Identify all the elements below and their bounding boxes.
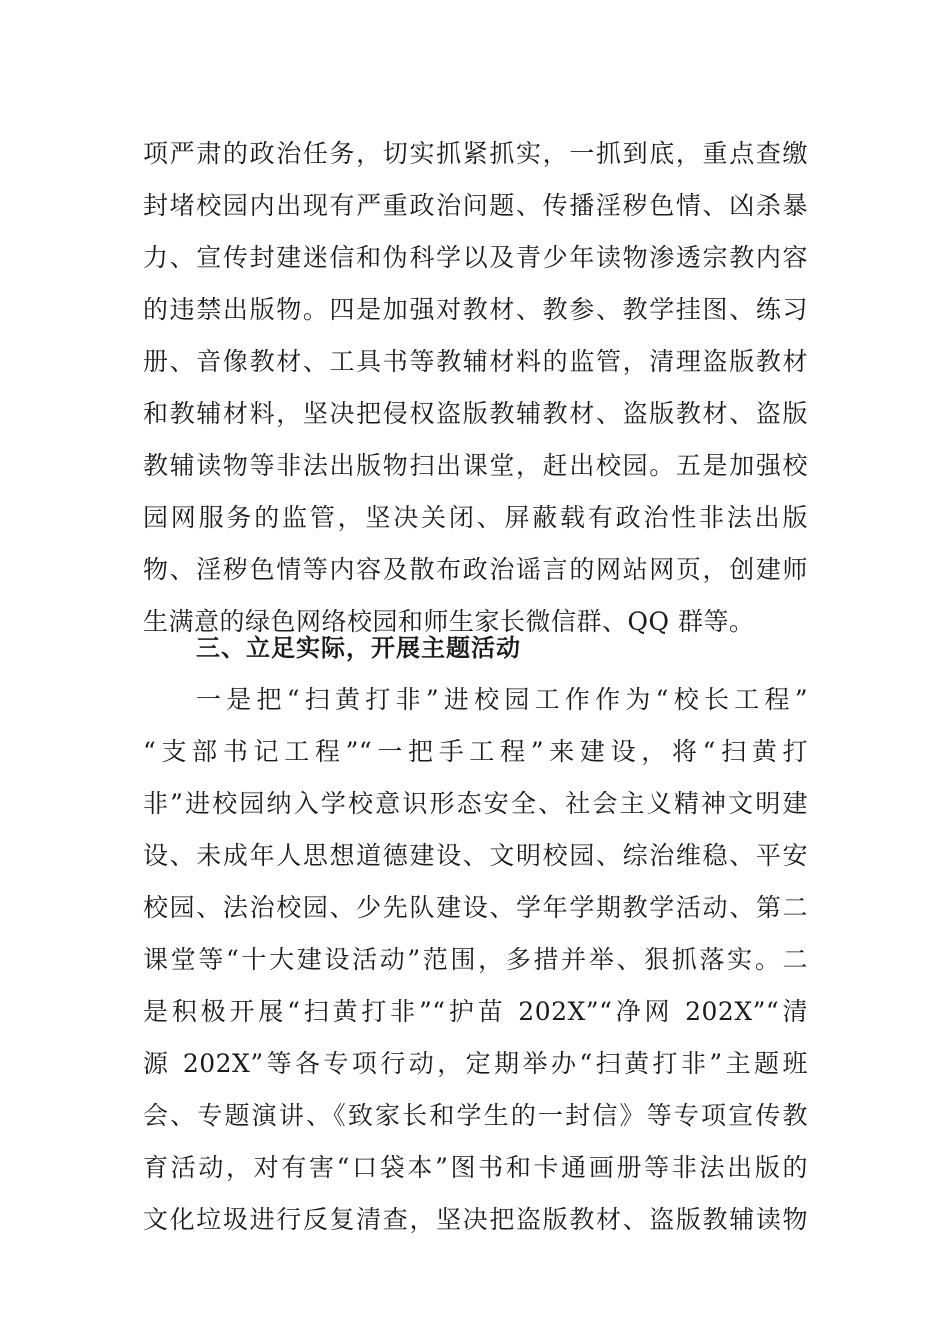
paragraph-line: 册、音像教材、工具书等教辅材料的监管，清理盗版教材 xyxy=(143,347,808,376)
paragraph-line: 力、宣传封建迷信和伪科学以及青少年读物渗透宗教内容 xyxy=(143,243,808,272)
paragraph-line: 设、未成年人思想道德建设、文明校园、综治维稳、平安 xyxy=(143,841,808,870)
paragraph-line: 育活动，对有害“口袋本”图书和卡通画册等非法出版的 xyxy=(143,1153,808,1182)
paragraph-line: 和教辅材料，坚决把侵权盗版教辅教材、盗版教材、盗版 xyxy=(143,399,808,428)
paragraph-line: “支部书记工程”“一把手工程”来建设，将“扫黄打 xyxy=(143,737,808,766)
paragraph-line: 校园、法治校园、少先队建设、学年学期教学活动、第二 xyxy=(143,893,808,922)
paragraph-line: 封堵校园内出现有严重政治问题、传播淫秽色情、凶杀暴 xyxy=(143,191,808,220)
paragraph-line: 园网服务的监管，坚决关闭、屏蔽载有政治性非法出版 xyxy=(143,503,808,532)
paragraph-line: 源 202X”等各专项行动，定期举办“扫黄打非”主题班 xyxy=(143,1049,808,1078)
paragraph-line: 课堂等“十大建设活动”范围，多措并举、狠抓落实。二 xyxy=(143,945,808,974)
paragraph-line: 生满意的绿色网络校园和师生家长微信群、QQ 群等。 xyxy=(143,607,755,636)
paragraph-line: 的违禁出版物。四是加强对教材、教参、教学挂图、练习 xyxy=(143,295,808,324)
paragraph-line: 教辅读物等非法出版物扫出课堂，赶出校园。五是加强校 xyxy=(143,451,808,480)
paragraph-line: 项严肃的政治任务，切实抓紧抓实，一抓到底，重点查缴 xyxy=(143,139,808,168)
paragraph-line: 一是把“扫黄打非”进校园工作作为“校长工程” xyxy=(196,685,808,714)
paragraph-line: 非”进校园纳入学校意识形态安全、社会主义精神文明建 xyxy=(143,789,808,818)
paragraph-line: 是积极开展“扫黄打非”“护苗 202X”“净网 202X”“清 xyxy=(143,997,808,1026)
paragraph-line: 文化垃圾进行反复清查，坚决把盗版教材、盗版教辅读物 xyxy=(143,1205,808,1234)
paragraph-line: 物、淫秽色情等内容及散布政治谣言的网站网页，创建师 xyxy=(143,555,808,584)
section-heading: 三、立足实际，开展主题活动 xyxy=(196,634,521,662)
paragraph-line: 会、专题演讲、《致家长和学生的一封信》等专项宣传教 xyxy=(143,1101,808,1130)
